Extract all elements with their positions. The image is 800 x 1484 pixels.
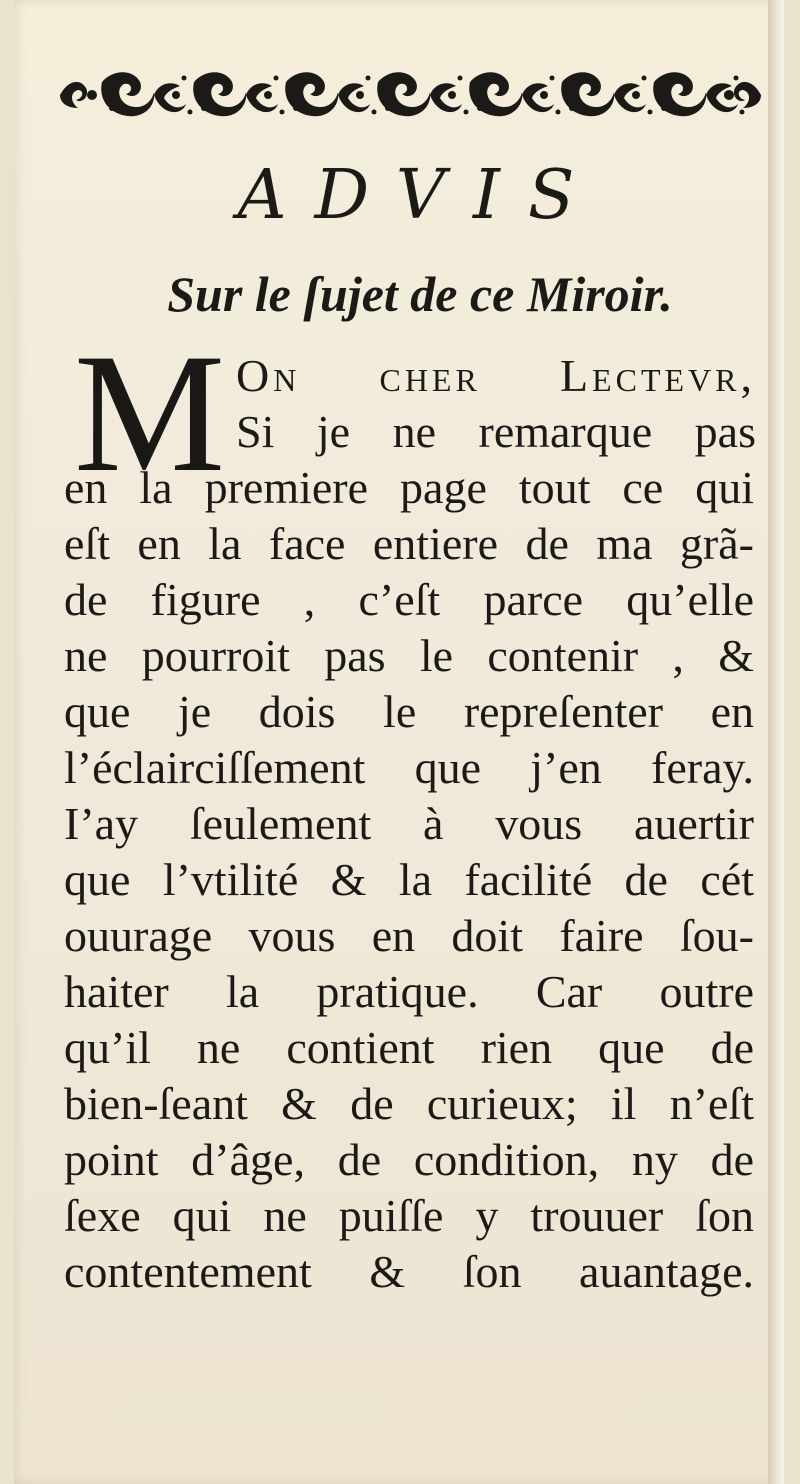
text-line-17: contentement & ſon auantage. <box>64 1246 754 1297</box>
text-line-2: Si je ne remarque pas <box>236 406 756 457</box>
text-line-16: ſexe qui ne puiſſe y trouuer ſon <box>64 1190 754 1241</box>
text-line-12: haiter la pratique. Car outre <box>64 966 754 1017</box>
text-line-7: que je dois le repreſenter en <box>64 686 754 737</box>
text-line-6: ne pourroit pas le contenir , & <box>64 630 754 681</box>
text-line-10: que l’vtilité & la facilité de cét <box>64 854 754 905</box>
text-line-15: point d’âge, de condition, ny de <box>64 1134 754 1185</box>
text-line-1: On cher Lectevr, <box>236 350 756 401</box>
page-title: ADVIS <box>237 156 603 235</box>
floral-border-ornament-icon <box>58 62 763 128</box>
text-line-4: eſt en la face entiere de ma grã- <box>64 518 754 569</box>
text-line-13: qu’il ne contient rien que de <box>64 1022 754 1073</box>
text-line-14: bien-ſeant & de curieux; il n’eſt <box>64 1078 754 1129</box>
text-line-5: de figure , c’eſt parce qu’elle <box>64 574 754 625</box>
drop-cap: M <box>74 319 226 507</box>
text-line-3: en la premiere page tout ce qui <box>64 462 754 513</box>
text-line-11: ouurage vous en doit faire ſou- <box>64 910 754 961</box>
text-line-8: l’éclairciſſement que j’en feray. <box>64 742 754 793</box>
page-subtitle: Sur le ſujet de ce Miroir. <box>167 266 673 322</box>
text-line-9: I’ay ſeulement à vous auertir <box>64 798 754 849</box>
